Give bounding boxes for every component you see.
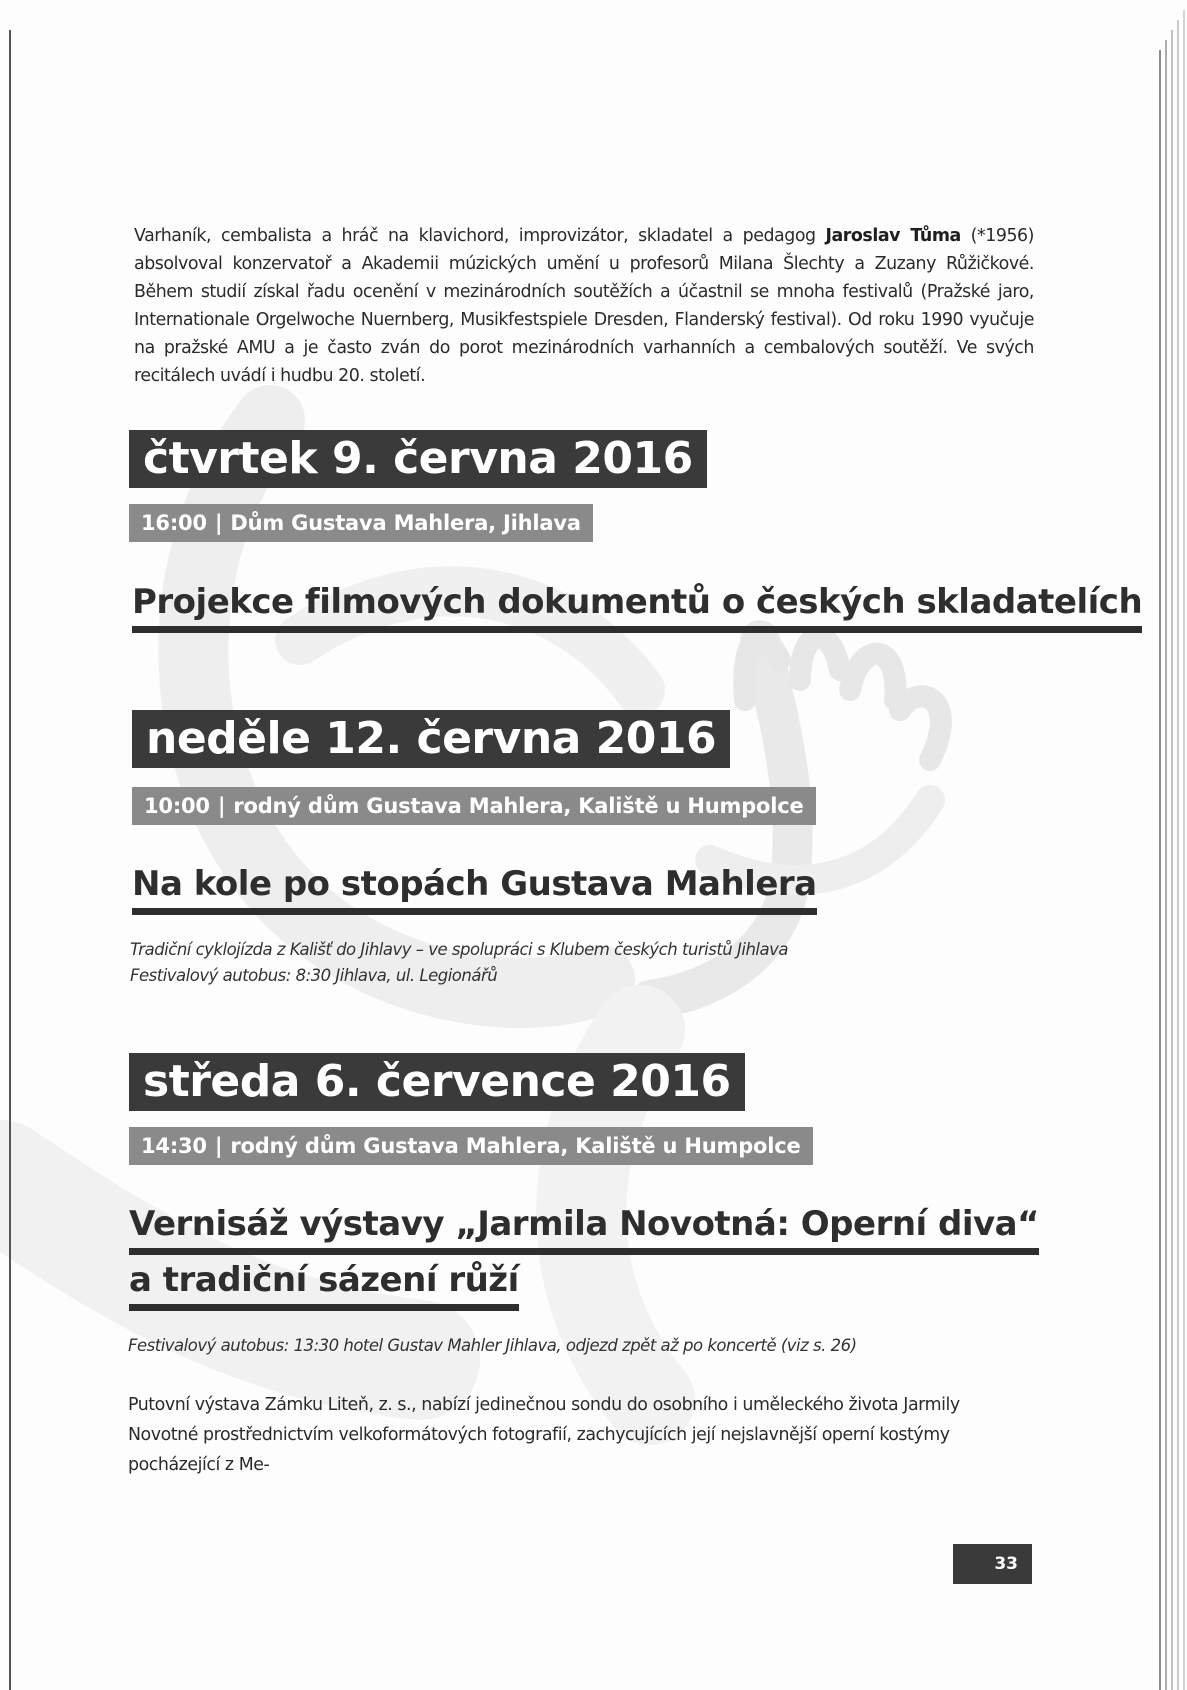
exhibition-description: Putovní výstava Zámku Liteň, z. s., nabízí jedinečnou sondu do osobního i uměleckého života Jarmily Novotné prostřednictvím velkoformátových fotografií, zachycujících její nejslavnější operní kostýmy pocházející z Me- [128,1395,960,1475]
event-place: rodný dům Gustava Mahlera, Kaliště u Humpolce [230,1134,801,1158]
event-title [132,862,817,915]
event-time: 16:00 [141,511,207,535]
event-time-place [129,504,593,542]
event-time-place [132,787,816,825]
event-time-place [129,1127,813,1165]
bio-text-end: (*1956) absolvoval konzervatoř a Akademii múzických umění u profesorů Milana Šlechty a Zuzany Růžičkové. Během studií získal řadu ocenění v mezinárodních soutěžích a účastnil se mnoha festivalů (Pražské jaro, Internationale Orgelwoche Nuernberg, Musikfestspiele Dresden, Flanderský festival). Od roku 1990 vyučuje na pražské AMU a je často zván do porot mezinárodních varhanních a cembalových soutěží. Ve svých recitálech uvádí i hudbu 20. století. [134,226,1035,386]
page-number: 33 [953,1544,1032,1584]
event-title-line: Vernisáž výstavy „Jarmila Novotná: Operní diva“ [129,1202,1039,1255]
event-title-line: Projekce filmových dokumentů o českých skladatelích [132,580,1142,633]
event-separator: | [217,794,226,818]
event-date: středa 6. července 2016 [129,1053,745,1111]
event-note: Festivalový autobus: 8:30 Jihlava, ul. Legionářů [130,966,498,985]
event-title-line: Na kole po stopách Gustava Mahlera [132,862,817,915]
bio-name: Jaroslav Tůma [825,226,961,246]
event-time: 10:00 [144,794,210,818]
bio-text-start: Varhaník, cembalista a hráč na klavichord, improvizátor, skladatel a pedagog [134,226,826,246]
bio-paragraph [134,222,1034,390]
event-title [129,1202,1039,1255]
event-place: rodný dům Gustava Mahlera, Kaliště u Humpolce [233,794,804,818]
event-place: Dům Gustava Mahlera, Jihlava [230,511,581,535]
event-separator: | [214,511,223,535]
event-date: čtvrtek 9. června 2016 [129,430,707,488]
event-title [129,1258,519,1311]
event-time: 14:30 [141,1134,207,1158]
event-note: Festivalový autobus: 13:30 hotel Gustav Mahler Jihlava, odjezd zpět až po koncertě (viz s. 26) [128,1336,857,1355]
event-separator: | [214,1134,223,1158]
event-date: neděle 12. června 2016 [132,710,730,768]
event-note: Tradiční cyklojízda z Kališť do Jihlavy – ve spolupráci s Klubem českých turistů Jihlava [130,940,788,959]
event-title-line: a tradiční sázení růží [129,1258,519,1311]
event-title [132,580,1142,633]
